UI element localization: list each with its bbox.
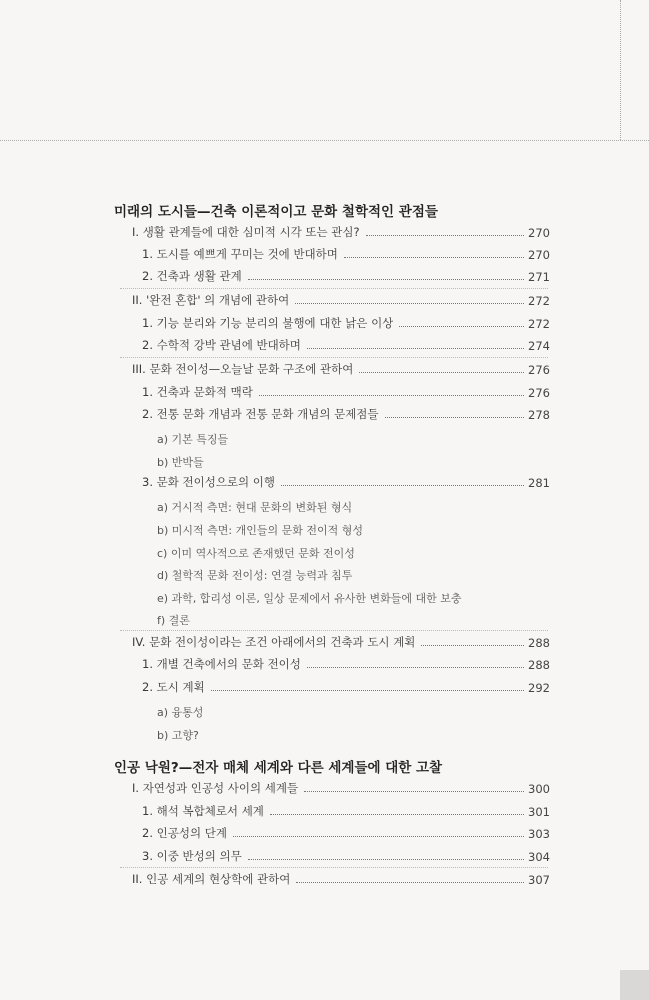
toc-label: II. '완전 혼합' 의 개념에 관하여 <box>132 293 290 307</box>
toc-subsection[interactable] <box>142 337 550 353</box>
leader-dots <box>399 326 524 327</box>
toc-label: 1. 개별 건축에서의 문화 전이성 <box>142 657 301 671</box>
toc-page: 270 <box>528 248 550 262</box>
toc-subsection[interactable] <box>142 246 550 262</box>
toc-page: 271 <box>528 270 550 284</box>
leader-dots <box>295 303 524 304</box>
leader-dots <box>248 859 524 860</box>
leader-dots <box>281 485 524 486</box>
section-divider <box>120 630 548 631</box>
toc-page: 272 <box>528 317 550 331</box>
toc-section[interactable] <box>132 292 550 308</box>
toc-subsection[interactable] <box>142 803 550 819</box>
toc-subsection[interactable] <box>142 268 550 284</box>
toc-subsection[interactable] <box>142 406 550 422</box>
leader-dots <box>270 814 524 815</box>
section-divider <box>120 867 548 868</box>
toc-label: 1. 해석 복합체로서 세계 <box>142 804 264 818</box>
toc-label: 1. 기능 분리와 기능 분리의 불행에 대한 낡은 이상 <box>142 316 394 330</box>
toc-item[interactable]: a) 거시적 측면: 현대 문화의 변화된 형식 <box>157 501 353 514</box>
toc-page: 278 <box>528 408 550 422</box>
leader-dots <box>366 235 524 236</box>
toc-section[interactable] <box>132 224 550 240</box>
toc-page: 274 <box>528 339 550 353</box>
leader-dots <box>259 395 524 396</box>
chapter-title: 인공 낙원?—전자 매체 세계와 다른 세계들에 대한 고찰 <box>114 760 443 776</box>
toc-subsection[interactable] <box>142 315 550 331</box>
toc-page: 292 <box>528 681 550 695</box>
toc-label: IV. 문화 전이성이라는 조건 아래에서의 건축과 도시 계획 <box>132 635 416 649</box>
toc-label: I. 자연성과 인공성 사이의 세계들 <box>132 781 299 795</box>
leader-dots <box>304 791 524 792</box>
toc-section[interactable] <box>132 780 550 796</box>
toc-subsection[interactable] <box>142 679 550 695</box>
section-divider <box>120 357 548 358</box>
leader-dots <box>385 417 525 418</box>
toc-section[interactable] <box>132 361 550 377</box>
toc-label: 3. 문화 전이성으로의 이행 <box>142 475 276 489</box>
leader-dots <box>359 372 524 373</box>
toc-page: 288 <box>528 636 550 650</box>
section-divider <box>120 288 548 289</box>
toc-label: II. 인공 세계의 현상학에 관하여 <box>132 872 291 886</box>
toc-page: 307 <box>528 873 550 887</box>
toc-section[interactable] <box>132 634 550 650</box>
toc-subsection[interactable] <box>142 825 550 841</box>
toc-page: 276 <box>528 363 550 377</box>
toc-item[interactable]: e) 과학, 합리성 이론, 일상 문제에서 유사한 변화들에 대한 보충 <box>157 592 462 605</box>
toc-label: 1. 건축과 문화적 맥락 <box>142 385 253 399</box>
toc-label: III. 문화 전이성—오늘날 문화 구조에 관하여 <box>132 362 354 376</box>
leader-dots <box>211 690 524 691</box>
toc-subsection[interactable] <box>142 656 550 672</box>
toc-label: 2. 건축과 생활 관계 <box>142 269 242 283</box>
toc-item[interactable]: f) 결론 <box>157 614 190 627</box>
leader-dots <box>307 348 524 349</box>
toc-label: 2. 수학적 강박 관념에 반대하며 <box>142 338 301 352</box>
toc-item[interactable]: b) 고향? <box>157 729 199 742</box>
leader-dots <box>296 882 524 883</box>
leader-dots <box>248 279 524 280</box>
toc-item[interactable]: a) 기본 특징들 <box>157 433 229 446</box>
toc-label: 1. 도시를 예쁘게 꾸미는 것에 반대하며 <box>142 247 338 261</box>
toc-page: 270 <box>528 226 550 240</box>
toc-page: 304 <box>528 850 550 864</box>
leader-dots <box>344 257 524 258</box>
toc-page: 288 <box>528 658 550 672</box>
toc-label: 2. 인공성의 단계 <box>142 826 227 840</box>
chapter-title: 미래의 도시들—건축 이론적이고 문화 철학적인 관점들 <box>114 204 438 220</box>
toc-item[interactable]: b) 미시적 측면: 개인들의 문화 전이적 형성 <box>157 524 363 537</box>
toc-label: 2. 도시 계획 <box>142 680 205 694</box>
toc-page: 301 <box>528 805 550 819</box>
toc-page: 300 <box>528 782 550 796</box>
toc-label: 2. 전통 문화 개념과 전통 문화 개념의 문제점들 <box>142 407 379 421</box>
toc-label: 3. 이중 반성의 의무 <box>142 849 242 863</box>
toc-page: 272 <box>528 294 550 308</box>
toc-item[interactable]: b) 반박들 <box>157 456 204 469</box>
toc-label: I. 생활 관계들에 대한 심미적 시각 또는 관심? <box>132 225 360 239</box>
toc-item[interactable]: c) 이미 역사적으로 존재했던 문화 전이성 <box>157 547 355 560</box>
leader-dots <box>421 645 524 646</box>
toc-subsection[interactable] <box>142 848 550 864</box>
toc-section[interactable] <box>132 871 550 887</box>
toc-subsection[interactable] <box>142 474 550 490</box>
leader-dots <box>307 667 524 668</box>
toc-page: 281 <box>528 476 550 490</box>
toc-page: 276 <box>528 386 550 400</box>
toc-page: 303 <box>528 827 550 841</box>
toc-item[interactable]: a) 융통성 <box>157 706 204 719</box>
toc-subsection[interactable] <box>142 384 550 400</box>
toc-item[interactable]: d) 철학적 문화 전이성: 연결 능력과 침투 <box>157 569 353 582</box>
leader-dots <box>233 836 524 837</box>
